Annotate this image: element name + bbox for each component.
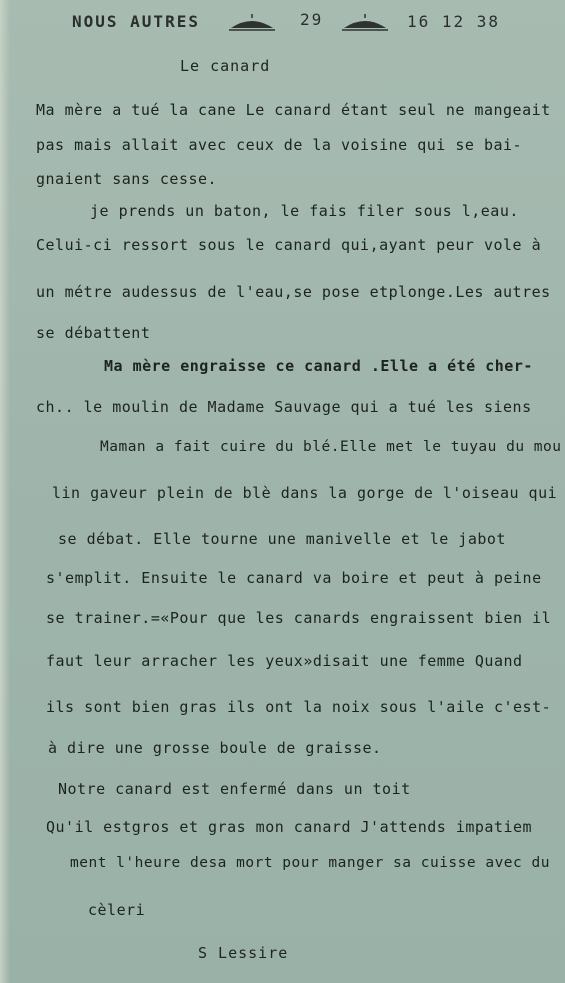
text-line: un métre audessus de l'eau,se pose etplonge.Les autres <box>36 283 551 301</box>
text-line: Ma mère a tué la cane Le canard étant seul ne mangeait <box>36 101 551 119</box>
page-header <box>72 8 542 38</box>
text-line: gnaient sans cesse. <box>36 170 218 188</box>
issue-number: 29 <box>300 10 324 29</box>
text-line: lin gaveur plein de blè dans la gorge de l'oiseau qui <box>52 484 558 502</box>
text-line: faut leur arracher les yeux»disait une femme Quand <box>46 652 523 670</box>
ornament-right-icon <box>340 12 390 34</box>
text-line: Maman a fait cuire du blé.Elle met le tuyau du mou <box>100 439 562 455</box>
text-line: se débat. Elle tourne une manivelle et le jabot <box>58 530 506 548</box>
text-line: se trainer.=«Pour que les canards engraissent bien il <box>46 609 552 627</box>
text-line: se débattent <box>36 324 151 342</box>
text-line: cèleri <box>88 901 146 919</box>
text-line: ils sont bien gras ils ont la noix sous l'aile c'est- <box>46 698 552 716</box>
text-line: ment l'heure desa mort pour manger sa cuisse avec du <box>70 855 550 871</box>
text-line: Ma mère engraisse ce canard .Elle a été cher- <box>104 357 533 375</box>
text-line: je prends un baton, le fais filer sous l,eau. <box>90 202 519 220</box>
ornament-left-icon <box>227 12 277 34</box>
page-title: Le canard <box>180 57 271 75</box>
text-line: ch.. le moulin de Madame Sauvage qui a tué les siens <box>36 398 532 416</box>
text-line: s'emplit. Ensuite le canard va boire et peut à peine <box>46 569 542 587</box>
publication-name: NOUS AUTRES <box>72 12 200 31</box>
author-signature: S Lessire <box>198 944 289 962</box>
text-line: pas mais allait avec ceux de la voisine qui se bai- <box>36 136 523 154</box>
issue-date: 16 12 38 <box>407 12 501 31</box>
text-line: Celui-ci ressort sous le canard qui,ayant peur vole à <box>36 236 542 254</box>
text-line: à dire une grosse boule de graisse. <box>48 739 382 757</box>
text-line: Notre canard est enfermé dans un toit <box>58 780 411 798</box>
text-line: Qu'il estgros et gras mon canard J'attends impatiem <box>46 818 533 836</box>
